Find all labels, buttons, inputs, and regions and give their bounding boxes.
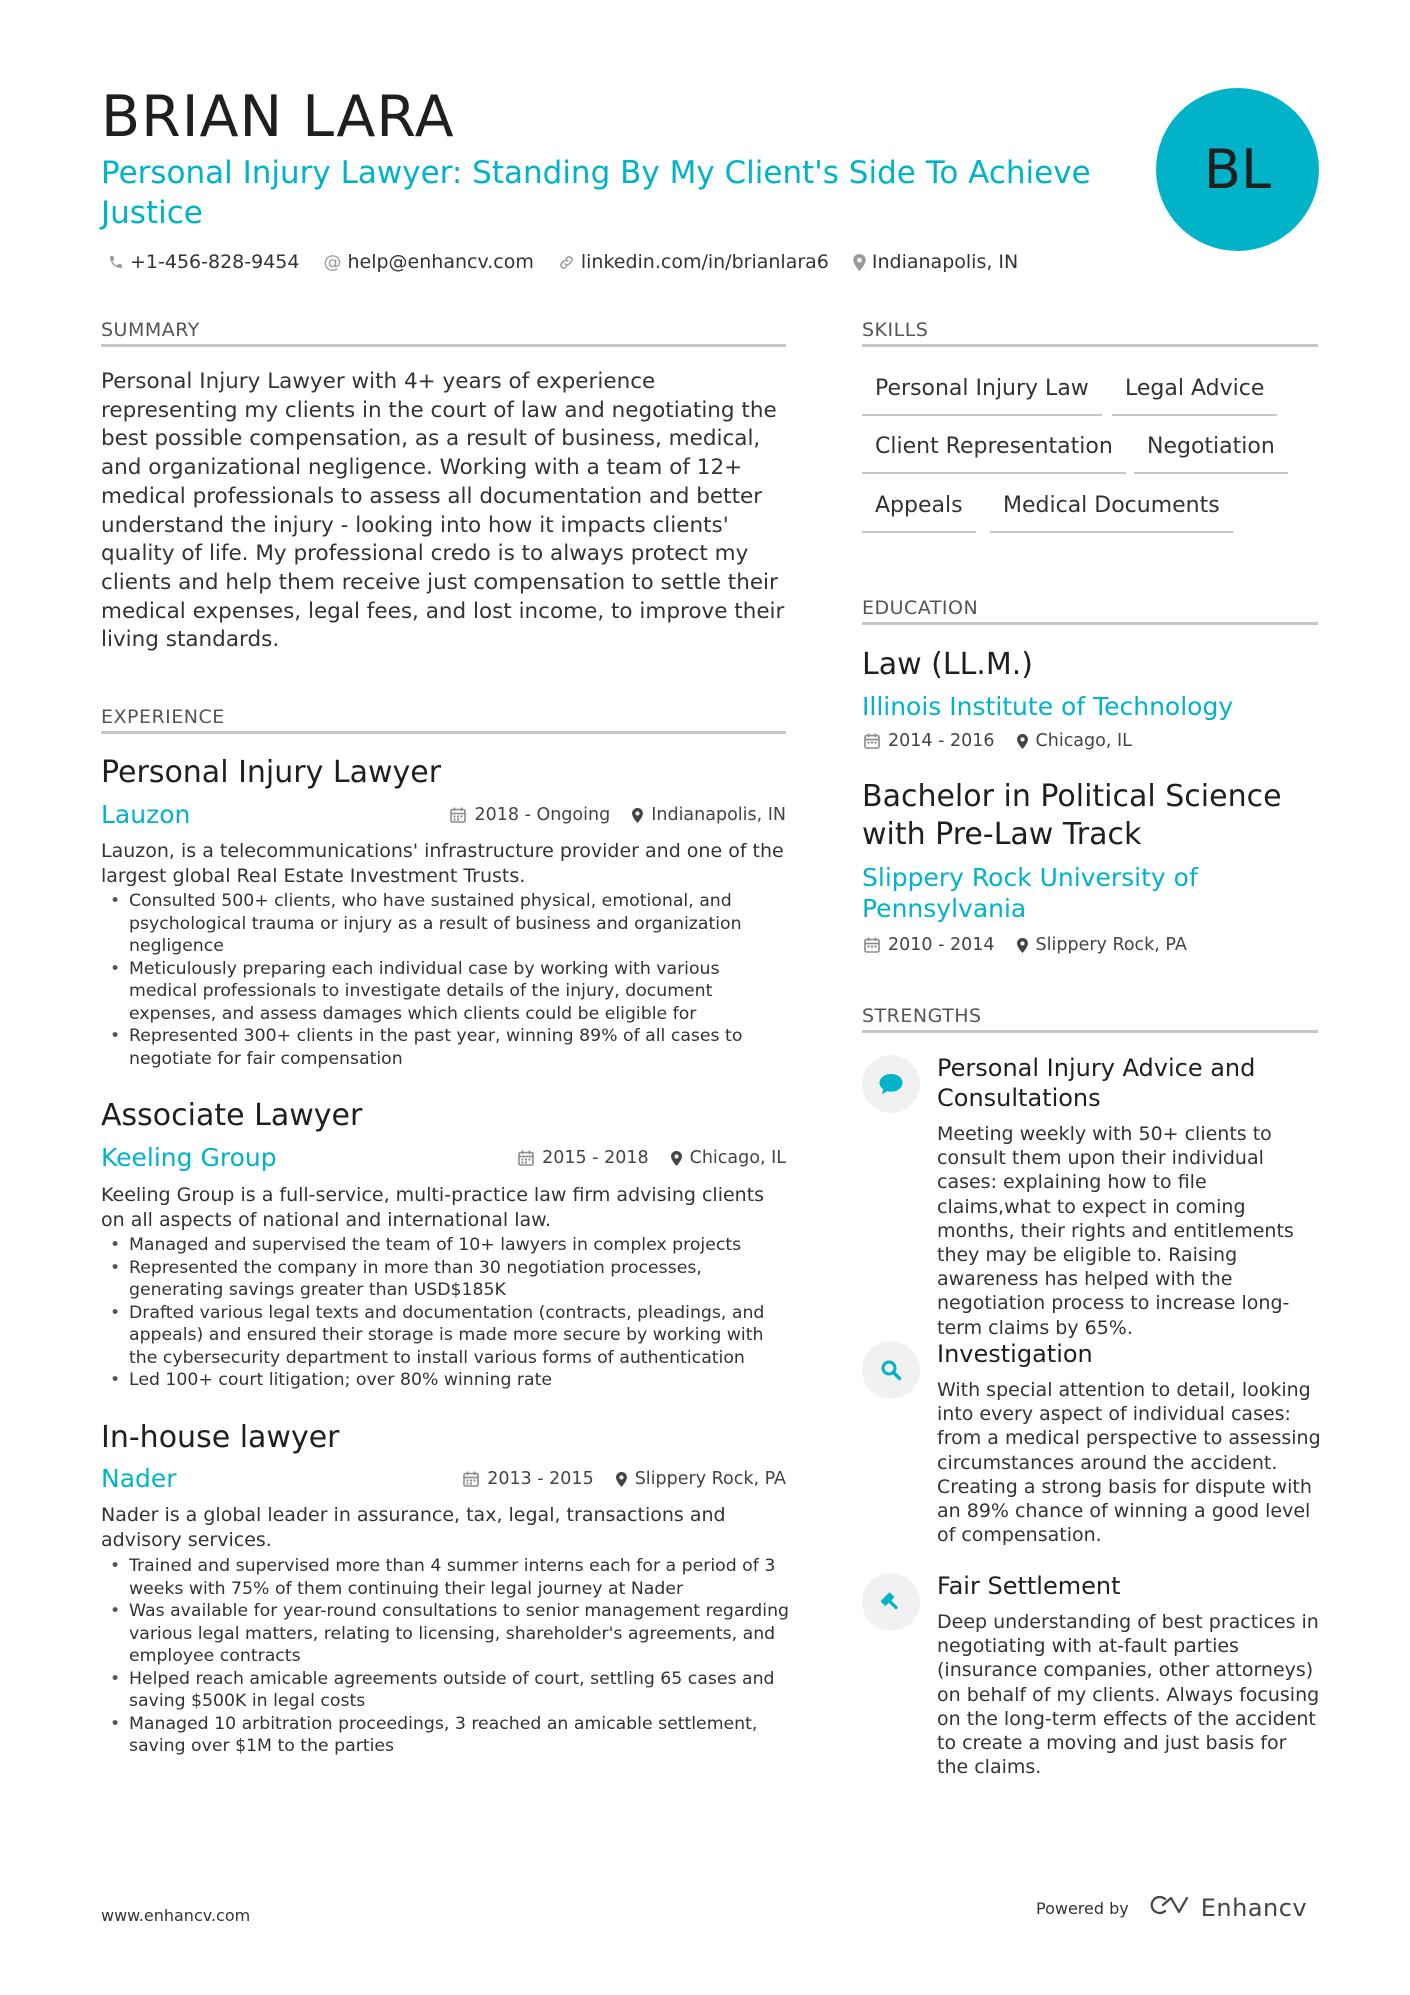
job-meta bbox=[518, 1148, 786, 1168]
contact-bar bbox=[108, 248, 1018, 276]
footer-branding bbox=[1036, 1894, 1307, 1922]
skill-tag: Negotiation bbox=[1134, 432, 1288, 474]
job-title: Associate Lawyer bbox=[101, 1098, 363, 1133]
skill-tag: Appeals bbox=[862, 491, 976, 533]
edu-meta bbox=[864, 935, 1187, 955]
calendar-icon bbox=[864, 937, 880, 953]
strength-text: Deep understanding of best practices in negotiating with at-fault parties (insurance companies, other attorneys) on behalf of my clients. Always focusing on the long-term effects of the accident to create a moving and just basis for the claims. bbox=[937, 1611, 1320, 1779]
edu-dates bbox=[864, 935, 995, 955]
contact-phone bbox=[108, 251, 299, 273]
enhancv-logo[interactable] bbox=[1147, 1894, 1307, 1922]
job-description: Keeling Group is a full-service, multi-practice law firm advising clients on all aspects of national and international law. bbox=[101, 1184, 765, 1231]
job-bullet: • Meticulously preparing each individual case by working with various medical professionals to investigate details of the injury, document expenses, and assess damages which clients could be eligible for bbox=[101, 958, 791, 1026]
powered-by-label: Powered by bbox=[1036, 1898, 1129, 1918]
location-text: Indianapolis, IN bbox=[871, 251, 1019, 273]
job-bullet: • Led 100+ court litigation; over 80% winning rate bbox=[101, 1369, 791, 1392]
calendar-icon bbox=[463, 1471, 479, 1487]
strength-text: Meeting weekly with 50+ clients to consult them upon their individual cases: explaining how to file claims,what to expect in coming months, their rights and entitlements they may be eligible to. Raising awareness has helped with the negotiation process to increase long-term claims by 65%. bbox=[937, 1123, 1294, 1339]
job-company: Keeling Group bbox=[101, 1143, 277, 1172]
link-icon bbox=[558, 254, 575, 271]
job-dates bbox=[463, 1469, 594, 1489]
skill-tag: Legal Advice bbox=[1112, 374, 1277, 416]
location-pin-icon bbox=[1017, 734, 1028, 749]
job-bullet: • Represented 300+ clients in the past year, winning 89% of all cases to negotiate for fair compensation bbox=[101, 1025, 791, 1070]
job-bullet: • Trained and supervised more than 4 summer interns each for a period of 3 weeks with 75% of them continuing their legal journey at Nader bbox=[101, 1555, 791, 1600]
strength-title: Personal Injury Advice and Consultations bbox=[937, 1054, 1256, 1112]
candidate-name: BRIAN LARA bbox=[101, 84, 455, 150]
enhancv-logo-icon bbox=[1147, 1894, 1193, 1922]
edu-school: Illinois Institute of Technology bbox=[862, 692, 1234, 721]
job-bullet: • Helped reach amicable agreements outside of court, settling 65 cases and saving $500K in legal costs bbox=[101, 1668, 791, 1713]
contact-email[interactable] bbox=[323, 251, 533, 273]
job-location bbox=[632, 805, 786, 825]
edu-degree: Law (LL.M.) bbox=[862, 647, 1033, 682]
linkedin-text[interactable]: linkedin.com/in/brianlara6 bbox=[580, 251, 829, 273]
summary-text: Personal Injury Lawyer with 4+ years of experience representing my clients in the court of law and negotiating the best possible compensation, as a result of business, medical, and organizational negligence. Working with a team of 12+ medical professionals to assess all documentation and better understand the injury - looking into how it impacts clients' quality of life. My professional credo is to always protect my clients and help them receive just compensation to settle their medical expenses, legal fees, and lost income, to improve their living standards. bbox=[101, 369, 785, 653]
location-pin-icon bbox=[1017, 938, 1028, 953]
job-meta bbox=[450, 805, 786, 825]
job-dates-text: 2013 - 2015 bbox=[487, 1469, 594, 1489]
job-bullets bbox=[101, 1555, 791, 1758]
location-pin-icon bbox=[853, 254, 866, 271]
job-location-text: Chicago, IL bbox=[689, 1148, 786, 1168]
edu-degree: Bachelor in Political Science with Pre-Law Track bbox=[862, 779, 1282, 852]
job-description: Nader is a global leader in assurance, tax, legal, transactions and advisory services. bbox=[101, 1504, 726, 1551]
edu-location bbox=[1017, 731, 1132, 751]
candidate-headline: Personal Injury Lawyer: Standing By My Client's Side To Achieve Justice bbox=[101, 155, 1091, 231]
strengths-section-title: STRENGTHS bbox=[862, 1004, 1318, 1033]
search-icon bbox=[862, 1341, 920, 1399]
edu-dates bbox=[864, 731, 995, 751]
job-location-text: Slippery Rock, PA bbox=[634, 1469, 786, 1489]
strength-title: Fair Settlement bbox=[937, 1572, 1121, 1600]
at-icon: @ bbox=[323, 251, 342, 273]
edu-meta bbox=[864, 731, 1132, 751]
location-pin-icon bbox=[632, 808, 643, 823]
edu-location-text: Chicago, IL bbox=[1035, 731, 1132, 751]
skill-tag: Personal Injury Law bbox=[862, 374, 1102, 416]
job-title: Personal Injury Lawyer bbox=[101, 755, 442, 790]
phone-icon bbox=[108, 254, 124, 270]
job-bullets bbox=[101, 890, 791, 1070]
edu-dates-text: 2014 - 2016 bbox=[888, 731, 995, 751]
calendar-icon bbox=[518, 1150, 534, 1166]
job-description: Lauzon, is a telecommunications' infrastructure provider and one of the largest global Real Estate Investment Trusts. bbox=[101, 840, 784, 887]
job-dates-text: 2015 - 2018 bbox=[542, 1148, 649, 1168]
job-company: Lauzon bbox=[101, 800, 191, 829]
summary-section-title: SUMMARY bbox=[101, 318, 786, 347]
chat-bubble-icon bbox=[862, 1055, 920, 1113]
job-company: Nader bbox=[101, 1464, 177, 1493]
footer-website[interactable]: www.enhancv.com bbox=[101, 1906, 251, 1925]
email-text[interactable]: help@enhancv.com bbox=[347, 251, 534, 273]
edu-location-text: Slippery Rock, PA bbox=[1035, 935, 1187, 955]
skills-section-title: SKILLS bbox=[862, 318, 1318, 347]
avatar-initials: BL bbox=[1203, 138, 1272, 201]
strength-title: Investigation bbox=[937, 1340, 1093, 1368]
job-location bbox=[671, 1148, 786, 1168]
job-bullet: • Managed 10 arbitration proceedings, 3 reached an amicable settlement, saving over $1M to the parties bbox=[101, 1713, 791, 1758]
job-dates-text: 2018 - Ongoing bbox=[474, 805, 611, 825]
job-bullet: • Consulted 500+ clients, who have sustained physical, emotional, and psychological trauma or injury as a result of business and organization negligence bbox=[101, 890, 791, 958]
location-pin-icon bbox=[671, 1151, 682, 1166]
phone-text: +1-456-828-9454 bbox=[130, 251, 300, 273]
experience-section-title: EXPERIENCE bbox=[101, 705, 786, 734]
skill-tag: Medical Documents bbox=[990, 491, 1233, 533]
contact-linkedin[interactable] bbox=[558, 251, 829, 273]
enhancv-logo-text: Enhancv bbox=[1200, 1894, 1308, 1922]
job-bullet: • Drafted various legal texts and documentation (contracts, pleadings, and appeals) and ensured their storage is made more secure by working with the cybersecurity department to install various forms of authentication bbox=[101, 1302, 791, 1370]
location-pin-icon bbox=[616, 1472, 627, 1487]
avatar bbox=[1156, 88, 1319, 251]
job-title: In-house lawyer bbox=[101, 1420, 340, 1455]
education-section-title: EDUCATION bbox=[862, 596, 1318, 625]
job-meta bbox=[463, 1469, 786, 1489]
job-bullets bbox=[101, 1234, 791, 1392]
job-bullet: • Represented the company in more than 30 negotiation processes, generating savings greater than USD$185K bbox=[101, 1257, 791, 1302]
calendar-icon bbox=[450, 807, 466, 823]
job-dates bbox=[518, 1148, 649, 1168]
gavel-icon bbox=[862, 1573, 920, 1631]
job-location-text: Indianapolis, IN bbox=[651, 805, 786, 825]
skill-tag: Client Representation bbox=[862, 432, 1126, 474]
strength-text: With special attention to detail, looking into every aspect of individual cases: from a medical perspective to assessing circumstances around the accident. Creating a strong basis for dispute with an 89% chance of winning a good level of compensation. bbox=[937, 1379, 1321, 1547]
edu-school: Slippery Rock University of Pennsylvania bbox=[862, 863, 1198, 923]
edu-dates-text: 2010 - 2014 bbox=[888, 935, 995, 955]
contact-location bbox=[853, 251, 1018, 273]
job-bullet: • Was available for year-round consultations to senior management regarding various legal matters, relating to licensing, shareholder's agreements, and employee contracts bbox=[101, 1600, 791, 1668]
edu-location bbox=[1017, 935, 1187, 955]
job-location bbox=[616, 1469, 786, 1489]
calendar-icon bbox=[864, 733, 880, 749]
job-dates bbox=[450, 805, 610, 825]
job-bullet: • Managed and supervised the team of 10+ lawyers in complex projects bbox=[101, 1234, 791, 1257]
